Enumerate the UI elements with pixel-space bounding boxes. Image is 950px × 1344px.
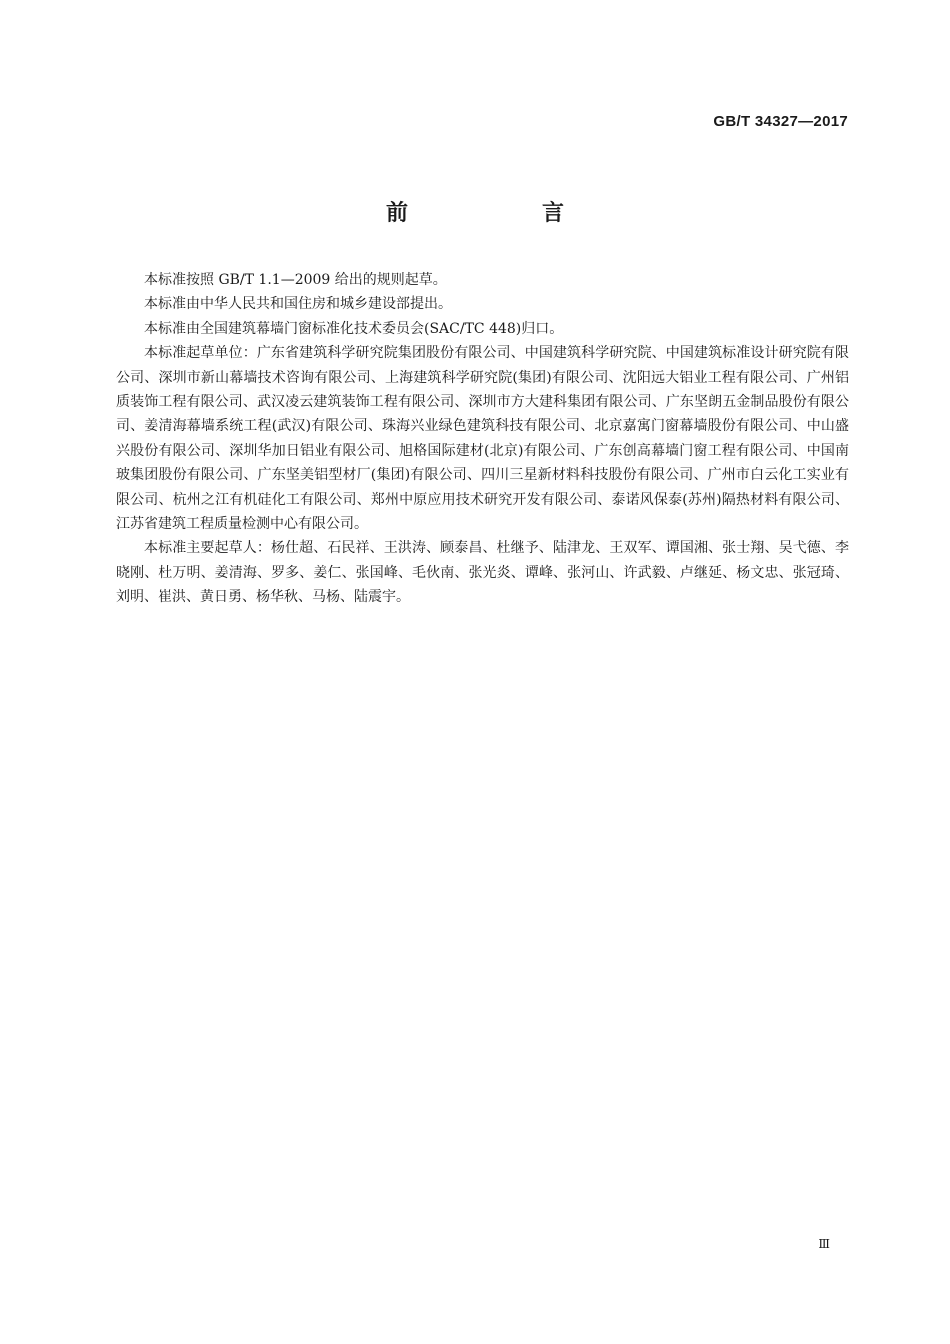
standard-code: GB/T 34327—2017 xyxy=(713,113,848,130)
paragraph-drafting-rules: 本标准按照 GB/T 1.1—2009 给出的规则起草。 xyxy=(144,272,447,288)
page-number: Ⅲ xyxy=(818,1237,830,1251)
paragraph-drafting-units: 本标准起草单位：广东省建筑科学研究院集团股份有限公司、中国建筑科学研究院、中国建筑标准设计研究院有限公司、深圳市新山幕墙技术咨询有限公司、上海建筑科学研究院(集团)有限公司、沈阳远大铝业工程有限公司、广州铝质装饰工程有限公司、武汉凌云建筑装饰工程有限公司、深圳市方大建科集团有限公司、广东坚朗五金制品股份有限公司、姜清海幕墙系统工程(武汉)有限公司、珠海兴业绿色建筑科技有限公司、北京嘉寓门窗幕墙股份有限公司、中山盛兴股份有限公司、深圳华加日铝业有限公司、旭格国际建材(北京)有限公司、广东创高幕墙门窗工程有限公司、中国南玻集团股份有限公司、广东坚美铝型材厂(集团)有限公司、四川三星新材料科技股份有限公司、广州市白云化工实业有限公司、杭州之江有机硅化工有限公司、郑州中原应用技术研究开发有限公司、泰诺风保泰(苏州)隔热材料有限公司、江苏省建筑工程质量检测中心有限公司。 xyxy=(116,345,849,533)
paragraph-governing-committee: 本标准由全国建筑幕墙门窗标准化技术委员会(SAC/TC 448)归口。 xyxy=(144,320,564,337)
document-body xyxy=(116,268,849,610)
page-title: 前 言 xyxy=(385,201,620,226)
paragraph-drafters: 本标准主要起草人：杨仕超、石民祥、王洪涛、顾泰昌、杜继予、陆津龙、王双军、谭国湘、张士翔、吴弋德、李晓刚、杜万明、姜清海、罗多、姜仁、张国峰、毛伙南、张光炎、谭峰、张河山、许武毅、卢继延、杨文忠、张冠琦、刘明、崔洪、黄日勇、杨华秋、马杨、陆震宇。 xyxy=(116,540,849,606)
paragraph-proposer: 本标准由中华人民共和国住房和城乡建设部提出。 xyxy=(144,296,452,313)
